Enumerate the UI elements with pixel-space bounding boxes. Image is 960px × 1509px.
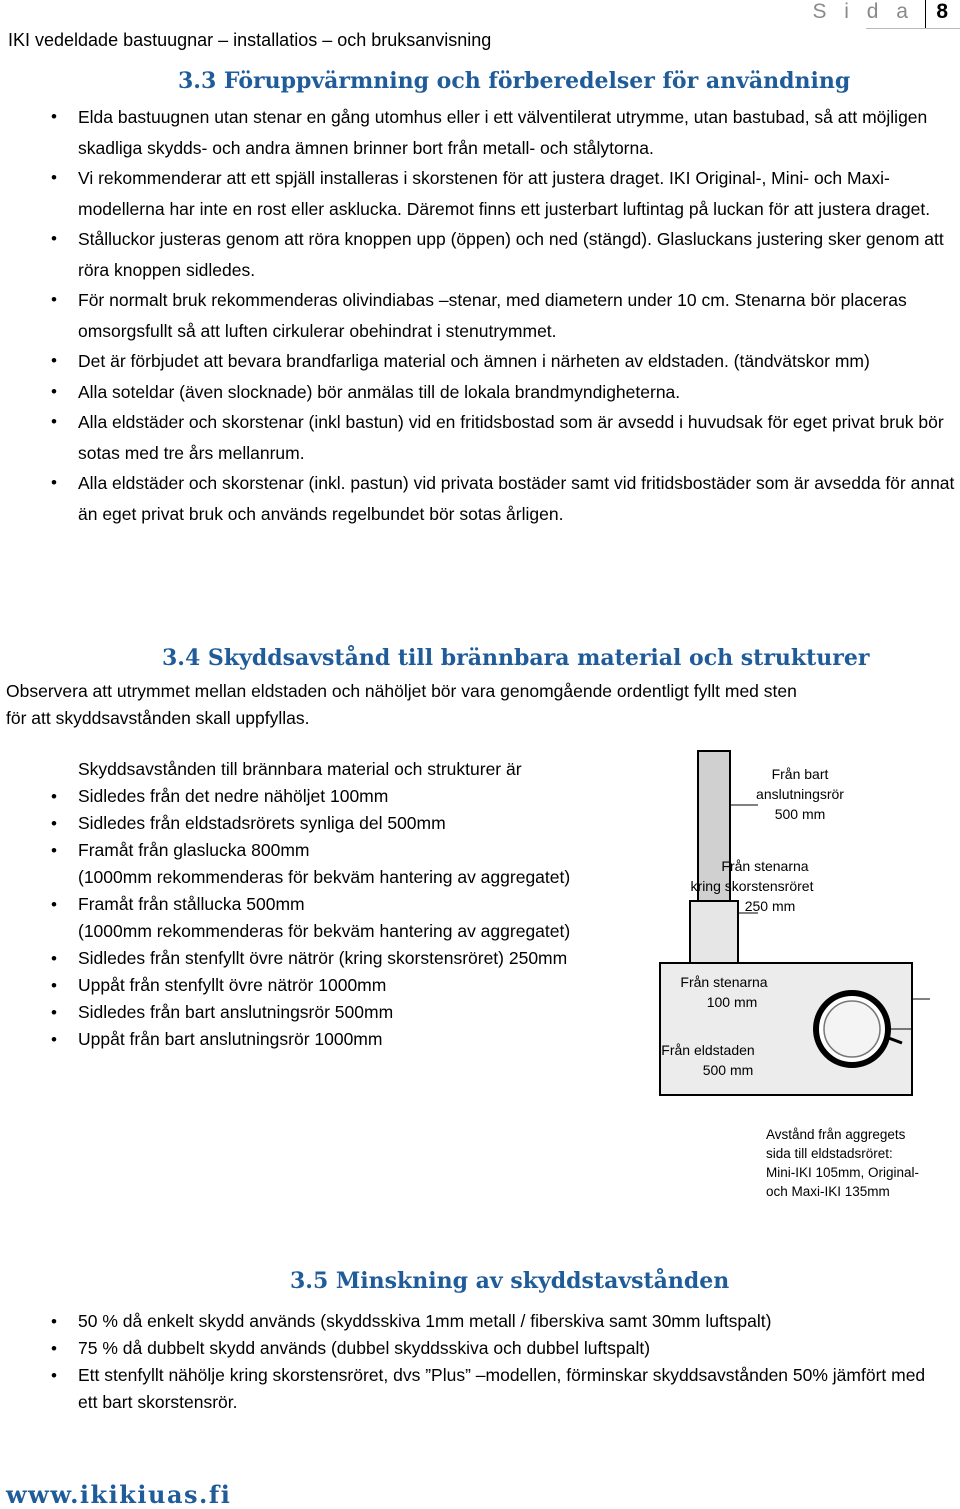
diagram-note: Mini-IKI 105mm, Original- (766, 1165, 920, 1180)
list-item: • Alla soteldar (även slocknade) bör anmälas till de lokala brandmyndigheterna. (8, 377, 958, 408)
label-pipe: anslutningsrör (756, 786, 844, 802)
upper-stone-tube (690, 901, 738, 963)
list-item: • För normalt bruk rekommenderas olivindiabas –stenar, med diametern under 10 cm. Stenarna bör placeras omsorgsfullt så att luften cirkulerar obehindrat i stenutrymmet. (8, 285, 958, 346)
list-item: • 75 % då dubbelt skydd används (dubbel skyddsskiva och dubbel luftspalt) (8, 1335, 948, 1362)
label-stone-lower: Från stenarna (680, 974, 768, 990)
list-item: • Ett stenfyllt nähölje kring skorstensröret, dvs ”Plus” –modellen, förminskar skyddsavstånden 50% jämfört med ett bart skorstensrör. (8, 1362, 948, 1416)
label-stone-lower: 100 mm (706, 994, 758, 1010)
label-firebox: Från eldstaden (661, 1042, 755, 1058)
list-item: • 50 % då enkelt skydd används (skyddsskiva 1mm metall / fiberskiva samt 30mm luftspalt) (8, 1308, 948, 1335)
list-item: • Uppåt från stenfyllt övre nätrör 1000mm (8, 972, 648, 999)
label-pipe: 500 mm (774, 806, 826, 822)
label-pipe: Från bart (771, 766, 829, 782)
diagram-note: Avstånd från aggregets (766, 1127, 906, 1142)
diagram-note: och Maxi-IKI 135mm (766, 1184, 890, 1199)
list-item-note: (1000mm rekommenderas för bekväm hantering av aggregatet) (78, 921, 571, 941)
section-3-5-list (8, 1308, 948, 1416)
list-item-note: (1000mm rekommenderas för bekväm hantering av aggregatet) (78, 867, 571, 887)
footer-url[interactable]: www.ikikiuas.fi (6, 1480, 232, 1509)
list-item: • Framåt från glaslucka 800mm (8, 837, 648, 864)
list-item: • Sidledes från bart anslutningsrör 500mm (8, 999, 648, 1026)
label-stone-upper: 250 mm (744, 898, 796, 914)
document-title: IKI vedeldade bastuugnar – installatios – och bruksanvisning (8, 30, 492, 50)
clearance-items (8, 945, 648, 1053)
list-item: • Sidledes från stenfyllt övre nätrör (kring skorstensröret) 250mm (8, 945, 648, 972)
clearance-list-title: Skyddsavstånden till brännbara material och strukturer är (78, 759, 522, 779)
list-item: • Stålluckor justeras genom att röra knoppen upp (öppen) och ned (stängd). Glasluckans justering sker genom att röra knoppen sidledes. (8, 224, 958, 285)
list-item: • Sidledes från det nedre nähöljet 100mm (8, 783, 648, 810)
door-glass (824, 1001, 880, 1057)
list-item: • Framåt från stållucka 500mm (8, 891, 648, 918)
list-item: • Det är förbjudet att bevara brandfarliga material och ämnen i närheten av eldstaden. (tändvätskor mm) (8, 346, 958, 377)
label-firebox: 500 mm (702, 1062, 754, 1078)
section-3-5-heading: 3.5 Minskning av skyddstavstånden (290, 1268, 730, 1294)
diagram-note: sida till eldstadsröret: (766, 1146, 893, 1161)
section-3-3-list (8, 102, 958, 529)
list-item: • Elda bastuugnen utan stenar en gång utomhus eller i ett välventilerat utrymme, utan bastubad, så att möjligen skadliga skydds- och andra ämnen brinner bort från metall- och stålytorna. (8, 102, 958, 163)
header-divider (866, 28, 960, 29)
list-item: • Sidledes från eldstadsrörets synliga del 500mm (8, 810, 648, 837)
label-stone-upper: Från stenarna (721, 858, 809, 874)
clearance-items (8, 891, 648, 918)
label-stone-upper: kring skorstensröret (690, 878, 814, 894)
section-3-4-heading: 3.4 Skyddsavstånd till brännbara material och strukturer (162, 645, 870, 671)
clearance-list (8, 756, 648, 1053)
list-item: • Alla eldstäder och skorstenar (inkl. pastun) vid privata bostäder samt vid fritidsbostäder som är avsedda för annat än eget privat bruk och används regelbundet bör sotas årligen. (8, 468, 958, 529)
list-item: • Uppåt från bart anslutningsrör 1000mm (8, 1026, 648, 1053)
list-item: • Alla eldstäder och skorstenar (inkl bastun) vid en fritidsbostad som är avsedd i huvudsak för eget privat bruk bör sotas med tre års mellanrum. (8, 407, 958, 468)
clearance-items (8, 783, 648, 864)
clearance-diagram (640, 745, 955, 1215)
page-number: 8 (925, 0, 948, 28)
list-item: • Vi rekommenderar att ett spjäll installeras i skorstenen för att justera draget. IKI Original-, Mini- och Maxi-modellerna har inte en rost eller asklucka. Däremot finns ett justerbart luftintag på luckan för att justera draget. (8, 163, 958, 224)
section-3-3-heading: 3.3 Föruppvärmning och förberedelser för användning (178, 68, 851, 94)
page-label: S i d a (812, 0, 914, 23)
section-3-4-intro: Observera att utrymmet mellan eldstaden och nähöljet bör vara genomgående ordentligt fyllt med sten för att skyddsavstånden skall uppfyllas. (6, 681, 797, 728)
